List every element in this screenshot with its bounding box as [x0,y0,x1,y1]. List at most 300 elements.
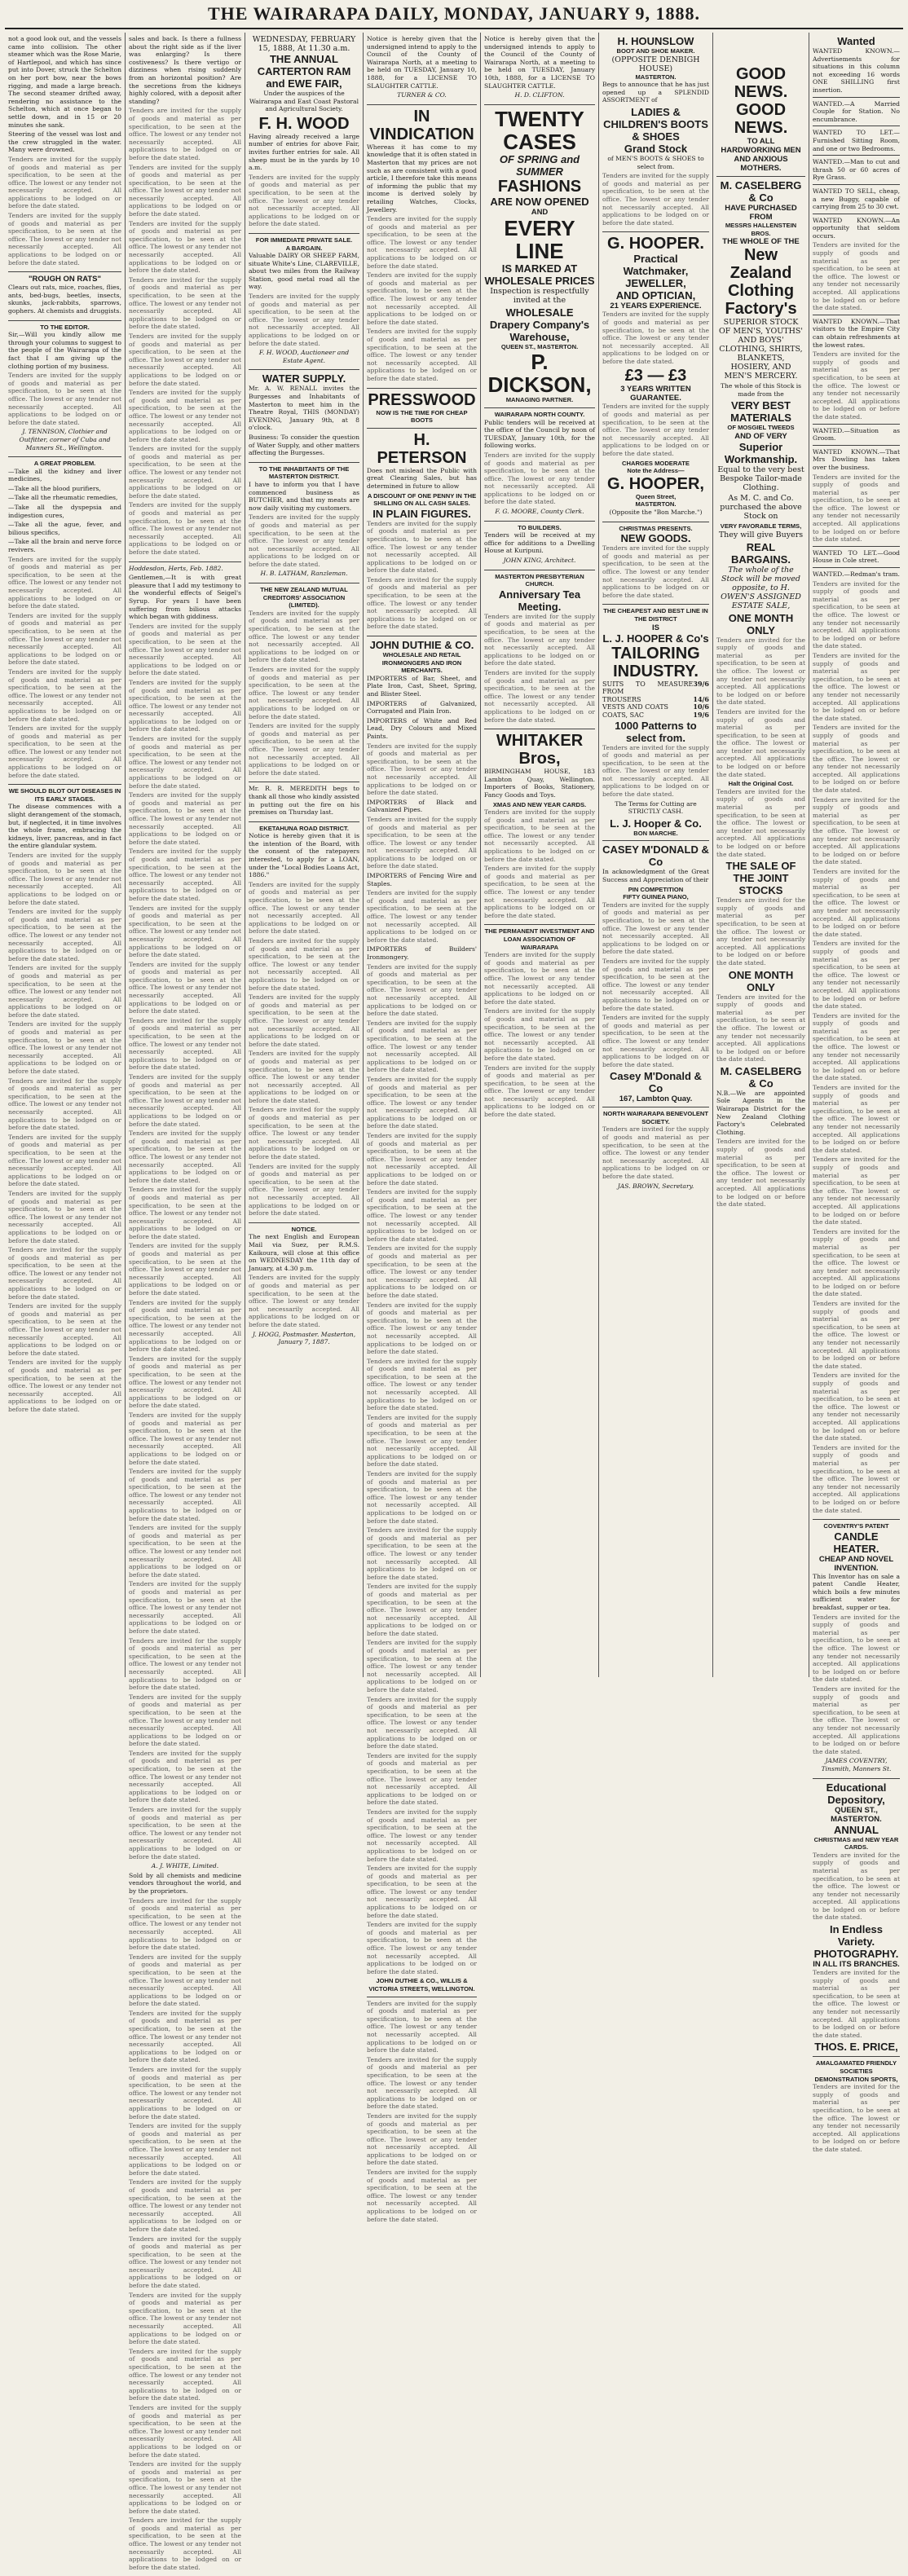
shop-name: L. J. Hooper & Co. [610,817,702,830]
ad-subheading: Under the auspices of the Wairarapa and East Coast Pastoral and Agricultural Society. [249,90,359,113]
filler-text: Tenders are invited for the supply of goods and material as per specification, to be seen at the office. The lowest or any tender not necessarily accepted. All applications to be lodged on or before the date stated. [8,964,121,1019]
ad-heading: NORTH WAIRARAPA BENEVOLENT SOCIETY. [602,1110,709,1125]
filler-text: Tenders are invited for the supply of goods and material as per specification, to be seen at the office. The lowest or any tender not necessarily accepted. All applications to be lodged on or before the date stated. [129,1580,241,1635]
filler-text: Tenders are invited for the supply of goods and material as per specification, to be seen at the office. The lowest or any tender not necessarily accepted. All applications to be lodged on or before the date stated. [249,609,359,664]
filler-text: Tenders are invited for the supply of goods and material as per specification, to be seen at the office. The lowest or any tender not necessarily accepted. All applications to be lodged on or before the date stated. [813,651,900,722]
ad-heading: A GREAT PROBLEM. [33,460,96,468]
classified-item: WANTED KNOWN.—That Mrs Dowling has taken over the business. [813,447,900,471]
filler-text: Tenders are invited for the supply of goods and material as per specification, to be seen at the office. The lowest or any tender not necessarily accepted. All applications to be lodged on or before the date stated. [129,2517,241,2571]
ad-heading: CASES [503,129,576,154]
filler-text: Tenders are invited for the supply of goods and material as per specification, to be seen at the office. The lowest or any tender not necessarily accepted. All applications to be lodged on or before the date stated. [813,1851,900,1922]
filler-text: Tenders are invited for the supply of goods and material as per specification, to be seen at the office. The lowest or any tender not necessarily accepted. All applications to be lodged on or before the date stated. [602,1014,709,1068]
list-item: —Take all the brain and nerve force revivers. [8,538,121,554]
shop-name: P. DICKSON, [487,350,592,398]
filler-text: Tenders are invited for the supply of goods and material as per specification, to be seen at the office. The lowest or any tender not necessarily accepted. All applications to be lodged on or before the date stated. [367,1921,477,1975]
filler-text: Tenders are invited for the supply of goods and material as per specification, to be seen at the office. The lowest or any tender not necessarily accepted. All applications to be lodged on or before the date stated. [129,501,241,556]
filler-text: Tenders are invited for the supply of goods and material as per specification, to be seen at the office. The lowest or any tender not necessarily accepted. All applications to be lodged on or before the date stated. [716,707,805,778]
filler-text: Tenders are invited for the supply of goods and material as per specification, to be seen at the office. The lowest or any tender not necessarily accepted. All applications to be lodged on or before the date stated. [129,1524,241,1579]
shop-name: Casey M'Donald & Co [610,1070,702,1095]
filler-text: Tenders are invited for the supply of goods and material as per specification, to be seen at the office. The lowest or any tender not necessarily accepted. All applications to be lodged on or before the date stated. [129,2403,241,2459]
filler-text: Tenders are invited for the supply of goods and material as per specification, to be seen at the office. The lowest or any tender not necessarily accepted. All applications to be lodged on or before the date stated. [813,1011,900,1082]
list-item: IMPORTERS of Fencing Wire and Staples. [367,872,477,887]
filler-text: Tenders are invited for the supply of goods and material as per specification, to be seen at the office. The lowest or any tender not necessarily accepted. All applications to be lodged on or before the date stated. [129,389,241,443]
ad-subheading: MESSRS HALLENSTEIN BROS. [725,222,797,237]
filler-text: Tenders are invited for the supply of goods and material as per specification, to be seen at the office. The lowest or any tender not necessarily accepted. All applications to be lodged on or before the date stated. [813,1969,900,2039]
ad-subheading: ARE NOW OPENED [490,195,589,208]
ad-heading: "ROUGH ON RATS" [28,275,102,284]
ad-body: Notice is hereby given that the undersigned intend to apply to the Council of the County of Wairarapa North, at a meeting to be held on TUESDAY, January 10, 1888, for a LICENSE TO SLAUGHTER CATTLE. [367,35,477,90]
filler-text: Tenders are invited for the supply of goods and material as per specification, to be seen at the office. The lowest or any tender not necessarily accepted. All applications to be lodged on or before the date stated. [367,1075,477,1130]
filler-text: Tenders are invited for the supply of goods and material as per specification, to be seen at the office. The lowest or any tender not necessarily accepted. All applications to be lodged on or before the date stated. [813,579,900,650]
ad-highlight: OF MOSGIEL TWEEDS [727,424,795,432]
ad-subheading: AND [531,207,549,217]
filler-text: Tenders are invited for the supply of goods and material as per specification, to be seen at the office. The lowest or any tender not necessarily accepted. All applications to be lodged on or before the date stated. [484,1063,595,1119]
filler-text: Tenders are invited for the supply of goods and material as per specification, to be seen at the office. The lowest or any tender not necessarily accepted. All applications to be lodged on or before the date stated. [249,722,359,777]
ad-address: 167, Lambton Quay. [619,1094,693,1104]
filler-text: Tenders are invited for the supply of goods and material as per specification, to be seen at the office. The lowest or any tender not necessarily accepted. All applications to be lodged on or before the date stated. [249,1274,359,1328]
filler-text: Tenders are invited for the supply of goods and material as per specification, to be seen at the office. The lowest or any tender not necessarily accepted. All applications to be lodged on or before the date stated. [813,1084,900,1154]
ad-footer: JOHN DUTHIE & CO., WILLIS & VICTORIA STREETS, WELLINGTON. [368,1977,475,1993]
filler-text: Tenders are invited for the supply of goods and material as per specification, to be seen at the office. The lowest or any tender not necessarily accepted. All applications to be lodged on or before the date stated. [129,2122,241,2177]
filler-text: Tenders are invited for the supply of goods and material as per specification, to be seen at the office. The lowest or any tender not necessarily accepted. All applications to be lodged on or before the date stated. [367,815,477,870]
filler-text: Tenders are invited for the supply of goods and material as per specification, to be seen at the office. The lowest or any tender not necessarily accepted. All applications to be lodged on or before the date stated. [367,1526,477,1581]
column-7 [713,33,809,1677]
classified-item: WANTED TO LET.—Furnished Sitting Room, and one or two Bedrooms. [813,129,900,152]
ad-body: N.B.—We are appointed Sole Agents in the Wairarapa District for the New Zealand Clothing Factory's Celebrated Clothing. [716,1089,805,1136]
classified-item: WANTED.—Redman's tram. [813,570,900,579]
filler-text: Tenders are invited for the supply of goods and material as per specification, to be seen at the office. The lowest or any tender not necessarily accepted. All applications to be lodged on or before the date stated. [249,937,359,992]
filler-text: Tenders are invited for the supply of goods and material as per specification, to be seen at the office. The lowest or any tender not necessarily accepted. All applications to be lodged on or before the date stated. [8,611,121,667]
list-item: IMPORTERS of Black and Galvanized Pipes. [367,798,477,814]
ad-subheading: IN ALL ITS BRANCHES. [813,1960,900,1970]
filler-text: Tenders are invited for the supply of goods and material as per specification, to be seen at the office. The lowest or any tender not necessarily accepted. All applications to be lodged on or before the date stated. [129,904,241,959]
filler-text: Tenders are invited for the supply of goods and material as per specification, to be seen at the office. The lowest or any tender not necessarily accepted. All applications to be lodged on or before the date stated. [367,1470,477,1525]
signature: H. B. LATHAM, Ranzleman. [260,570,348,578]
ad-body: Clears out rats, mice, roaches, flies, ants, bed-bugs, beetles, insects, skunks, jack-rabbits, sparrows, gophers. At chemists and druggists. [8,284,121,315]
price-value: 14/6 [693,694,709,703]
filler-text: Tenders are invited for the supply of goods and material as per specification, to be seen at the office. The lowest or any tender not necessarily accepted. All applications to be lodged on or before the date stated. [813,1156,900,1226]
filler-text: Tenders are invited for the supply of goods and material as per specification, to be seen at the office. The lowest or any tender not necessarily accepted. All applications to be lodged on or before the date stated. [367,215,477,270]
ad-body: The disease commences with a slight derangement of the stomach, but, if neglected, it in time involves the whole frame, embracing the kidneys, liver, pancreas, and in fact the entire glandular system. [8,803,121,850]
ad-heading: WATER SUPPLY. [262,372,346,385]
ad-subheading: A BARGAIN. [285,244,323,252]
list-item: IMPORTERS of White and Red Lead, Dry Colours and Mixed Paints. [367,716,477,740]
ad-heading: FASHIONS [497,177,582,196]
ad-body: Does not mislead the Public with great Clearing Sales, but has determined in future to allow [367,466,477,490]
filler-text: Tenders are invited for the supply of goods and material as per specification, to be seen at the office. The lowest or any tender not necessarily accepted. All applications to be lodged on or before the date stated. [367,962,477,1018]
ad-body: Tenders will be received at my office for additions to a Dwelling House at Kuripuni. [484,531,595,555]
shop-name: H. HOUNSLOW [617,35,694,47]
column-5 [481,33,599,1677]
filler-text: Tenders are invited for the supply of goods and material as per specification, to be seen at the office. The lowest or any tender not necessarily accepted. All applications to be lodged on or before the date stated. [129,1806,241,1860]
filler-text: Tenders are invited for the supply of goods and material as per specification, to be seen at the office. The lowest or any tender not necessarily accepted. All applications to be lodged on or before the date stated. [249,1050,359,1104]
classified-item: WANTED KNOWN.—An opportunity that seldom occurs. [813,216,900,240]
filler-text: Tenders are invited for the supply of goods and material as per specification, to be seen at the office. The lowest or any tender not necessarily accepted. All applications to be lodged on or before the date stated. [367,575,477,631]
filler-text: Tenders are invited for the supply of goods and material as per specification, to be seen at the office. The lowest or any tender not necessarily accepted. All applications to be lodged on or before the date stated. [129,1129,241,1184]
filler-text: Tenders are invited for the supply of goods and material as per specification, to be seen at the office. The lowest or any tender not necessarily accepted. All applications to be lodged on or before the date stated. [249,993,359,1048]
filler-text: Tenders are invited for the supply of goods and material as per specification, to be seen at the office. The lowest or any tender not necessarily accepted. All applications to be lodged on or before the date stated. [602,310,709,365]
ad-heading: MASTERTON PRESBYTERIAN CHURCH. [495,572,584,588]
ad-subheading: XMAS AND NEW YEAR CARDS. [492,800,587,808]
ad-highlight: ONE MONTH ONLY [728,611,794,636]
filler-text: Tenders are invited for the supply of goods and material as per specification, to be seen at the office. The lowest or any tender not necessarily accepted. All applications to be lodged on or before the date stated. [8,1133,121,1188]
filler-text: Tenders are invited for the supply of goods and material as per specification, to be seen at the office. The lowest or any tender not necessarily accepted. All applications to be lodged on or before the date stated. [249,1106,359,1161]
ad-subheading: AND OPTICIAN, [615,289,696,302]
ad-highlight: VERY FAVORABLE TERMS, [720,522,802,530]
filler-text: Tenders are invited for the supply of goods and material as per specification, to be seen at the office. The lowest or any tender not necessarily accepted. All applications to be lodged on or before the date stated. [249,513,359,568]
ad-address: MASTERTON. [635,500,677,509]
ad-subheading: MANAGING PARTNER. [505,396,574,404]
filler-text: Tenders are invited for the supply of goods and material as per specification, to be seen at the office. The lowest or any tender not necessarily accepted. All applications to be lodged on or before the date stated. [8,1020,121,1076]
filler-text: Tenders are invited for the supply of goods and material as per specification, to be seen at the office. The lowest or any tender not necessarily accepted. All applications to be lodged on or before the date stated. [8,155,121,210]
ad-heading: TAILORING [611,644,700,663]
ad-body: Mr. A. W. RENALL invites the Burgesses and Inhabitants of Masterton to meet him in the Theatre Royal, THIS (MONDAY) EVENING, January 9th, at 8 o'clock. [249,385,359,432]
ad-body: Mr. R. R. MEREDITH begs to thank all those who kindly assisted in putting out the fire on his premises on Thursday last. [249,785,359,817]
ad-heading: Drapery Company's Warehouse, [489,318,590,343]
ad-heading: New Zealand Clothing Factory's [725,246,797,319]
ad-highlight: Halt the Original Cost. [728,780,794,788]
signature: H. D. CLIFTON. [514,91,565,99]
price-row [602,680,709,696]
ad-subheading: 3 YEARS WRITTEN GUARANTEE. [620,385,691,403]
filler-text: Tenders are invited for the supply of goods and material as per specification, to be seen at the office. The lowest or any tender not necessarily accepted. All applications to be lodged on or before the date stated. [602,743,709,799]
auctioneer-name: F. H. WOOD [258,114,350,133]
filler-text: Tenders are invited for the supply of goods and material as per specification, to be seen at the office. The lowest or any tender not necessarily accepted. All applications to be lodged on or before the date stated. [129,2291,241,2346]
ad-subheading: Note the Address— [627,467,685,475]
filler-text: Tenders are invited for the supply of goods and material as per specification, to be seen at the office. The lowest or any tender not necessarily accepted. All applications to be lodged on or before the date stated. [8,1302,121,1357]
filler-text: Tenders are invited for the supply of goods and material as per specification, to be seen at the office. The lowest or any tender not necessarily accepted. All applications to be lodged on or before the date stated. [8,1189,121,1244]
shop-name: G. HOOPER, [607,474,704,493]
column-8 [809,33,903,2153]
ad-heading: TWENTY [495,106,584,131]
list-item: —Take all the blood purifiers, [8,484,101,492]
column-1 [5,33,126,1677]
classified-item: WANTED.—A Married Couple for Station. No encumbrance. [813,99,900,123]
signature: JAMES COVENTRY, Tinsmith, Manners St. [821,1757,892,1772]
shop-name: CASEY M'DONALD & Co [602,843,709,869]
filler-text: Tenders are invited for the supply of goods and material as per specification, to be seen at the office. The lowest or any tender not necessarily accepted. All applications to be lodged on or before the date stated. [367,742,477,797]
price-item: SUITS TO MEASURE FROM [602,680,694,696]
ad-heading: THE PERMANENT INVESTMENT AND LOAN ASSOCIATION OF WAIRARAPA [484,927,595,951]
filler-text: Tenders are invited for the supply of goods and material as per specification, to be seen at the office. The lowest or any tender not necessarily accepted. All applications to be lodged on or before the date stated. [484,951,595,1006]
shop-name: H. PETERSON [377,430,467,467]
ad-body: Having already received a large number of entries for above Fair, invites further entries for sale. All sheep must be in the yards by 10 a.m. [249,132,359,172]
signature: JAS. BROWN, Secretary. [617,1182,694,1190]
signature: F. G. MOORE, County Clerk. [495,508,584,516]
filler-text: Tenders are invited for the supply of goods and material as per specification, to be seen at the office. The lowest or any tender not necessarily accepted. All applications to be lodged on or before the date stated. [129,678,241,733]
filler-text: Tenders are invited for the supply of goods and material as per specification, to be seen at the office. The lowest or any tender not necessarily accepted. All applications to be lodged on or before the date stated. [813,1227,900,1298]
ad-highlight: REAL BARGAINS. [731,540,791,566]
column-4 [364,33,481,2223]
filler-text: Tenders are invited for the supply of goods and material as per specification, to be seen at the office. The lowest or any tender not necessarily accepted. All applications to be lodged on or before the date stated. [129,735,241,790]
filler-text: Tenders are invited for the supply of goods and material as per specification, to be seen at the office. The lowest or any tender not necessarily accepted. All applications to be lodged on or before the date stated. [129,275,241,331]
ad-subheading: Practical Watchmaker, [623,253,689,278]
filler-text: Tenders are invited for the supply of goods and material as per specification, to be seen at the office. The lowest or any tender not necessarily accepted. All applications to be lodged on or before the date stated. [129,1186,241,1240]
filler-text: Tenders are invited for the supply of goods and material as per specification, to be seen at the office. The lowest or any tender not necessarily accepted. All applications to be lodged on or before the date stated. [367,889,477,944]
ad-heading: WHOLESALE [505,306,574,319]
ad-date: WEDNESDAY, FEBRUARY 15, 1888, At 11.30 a.m. [252,35,356,53]
section-heading: Wanted [837,35,875,47]
ad-subheading: IS MARKED AT [501,262,578,275]
ad-body: I have to inform you that I have commenced business as BUTCHER, and that my meats are now daily visiting my customers. [249,480,359,512]
filler-text: Tenders are invited for the supply of goods and material as per specification, to be seen at the office. The lowest or any tender not necessarily accepted. All applications to be lodged on or before the date stated. [813,1443,900,1514]
ad-heading: Anniversary Tea Meeting. [498,588,581,613]
ad-heading: THE NEW ZEALAND MUTUAL CREDITORS' ASSOCIATION (LIMITED). [260,586,348,610]
ad-body: Whereas it has come to my knowledge that it is often stated in Masterton that my prices are not such as are consistent with a good article, I therefore take this means of informing the public that my income is derived solely by retailing Watches, Clocks, Jewellery. [367,143,477,214]
ad-body: SUPERIOR STOCK OF MEN'S, YOUTHS' AND BOYS' CLOTHING, SHIRTS, BLANKETS, HOSIERY, AND MEN'S MERCERY. [718,318,803,381]
ad-body: Sold by all chemists and medicine vendors throughout the world, and by the proprietors. [129,1871,241,1895]
filler-text: Tenders are invited for the supply of goods and material as per specification, to be seen at the office. The lowest or any tender not necessarily accepted. All applications to be lodged on or before the date stated. [367,2169,477,2223]
price-value: 19/6 [693,710,709,719]
ad-body: Valuable DAIRY OR SHEEP FARM, situate White's Line, CLAREVILLE, about two miles from the Railway Station, good metal road all the way. [249,252,359,291]
classified-item: WANTED TO SELL, cheap, a new Buggy, capable of carrying from 25 to 30 cwt. [813,187,900,211]
signature: F. H. WOOD, Auctioneer and Estate Agent. [258,349,350,364]
ad-address: QUEEN ST., MASTERTON. [831,1805,882,1824]
filler-text: Tenders are invited for the supply of goods and material as per specification, to be seen at the office. The lowest or any tender not necessarily accepted. All applications to be lodged on or before the date stated. [813,724,900,795]
filler-text: Tenders are invited for the supply of goods and material as per specification, to be seen at the office. The lowest or any tender not necessarily accepted. All applications to be lodged on or before the date stated. [367,1132,477,1187]
filler-text: Tenders are invited for the supply of goods and material as per specification, to be seen at the office. The lowest or any tender not necessarily accepted. All applications to be lodged on or before the date stated. [129,1693,241,1748]
classified-item: WANTED TO LET.—Good House in Cole street. [813,548,900,565]
filler-text: Tenders are invited for the supply of goods and material as per specification, to be seen at the office. The lowest or any tender not necessarily accepted. All applications to be lodged on or before the date stated. [367,1583,477,1637]
ad-body: The whole of this Stock is made from the [720,382,802,398]
ad-body: In acknowledgment of the Great Success and Appreciation of their [602,868,709,884]
filler-text: Tenders are invited for the supply of goods and material as per specification, to be seen at the office. The lowest or any tender not necessarily accepted. All applications to be lodged on or before the date stated. [129,2347,241,2402]
filler-text: Tenders are invited for the supply of goods and material as per specification, to be seen at the office. The lowest or any tender not necessarily accepted. All applications to be lodged on or before the date stated. [367,2055,477,2111]
masthead: THE WAIRARAPA DAILY, MONDAY, JANUARY 9, 1888. [5,0,903,29]
ad-address: (OPPOSITE DENBIGH HOUSE) [611,55,700,73]
letter-body: Gentlemen,—It is with great pleasure that I add my testimony to the wonderful effects of Seigel's Syrup. For years I have been suffering from bilious attacks which began with giddiness. [129,574,241,621]
list-item: IMPORTERS of Builders' Ironmongery. [367,945,477,961]
ad-body: of MEN'S BOOTS & SHOES to select from. [607,154,704,170]
price-row [602,711,709,720]
filler-text: Tenders are invited for the supply of goods and material as per specification, to be seen at the office. The lowest or any tender not necessarily accepted. All applications to be lodged on or before the date stated. [484,451,595,506]
shop-name: WHITAKER Bros, [496,732,584,768]
ad-subheading: NOW IS THE TIME FOR CHEAP BOOTS [376,408,468,425]
ad-subheading: OF SPRING and SUMMER [499,152,580,178]
filler-text: Tenders are invited for the supply of goods and material as per specification, to be seen at the office. The lowest or any tender not necessarily accepted. All applications to be lodged on or before the date stated. [129,332,241,387]
ad-subheading: JEWELLER, [625,277,686,290]
ad-heading: CHRISTMAS and NEW YEAR CARDS. [813,1835,899,1852]
filler-text: Tenders are invited for the supply of goods and material as per specification, to be seen at the office. The lowest or any tender not necessarily accepted. All applications to be lodged on or before the date stated. [129,1298,241,1354]
ad-heading: THE ANNUAL CARTERTON RAM and EWE FAIR, [257,53,351,90]
ad-heading: NOTICE. [291,1225,317,1233]
ad-heading: WHOLESALE PRICES [484,274,595,287]
filler-text: Tenders are invited for the supply of goods and material as per specification, to be seen at the office. The lowest or any tender not necessarily accepted. All applications to be lodged on or before the date stated. [129,1242,241,1297]
list-item: IMPORTERS of Bar, Sheet, and Plate Iron, Cast, Sheet, Spring, and Blister Steel. [367,674,477,698]
shop-name: G. HOOPER. [607,235,704,253]
filler-text: Tenders are invited for the supply of goods and material as per specification, to be seen at the office. The lowest or any tender not necessarily accepted. All applications to be lodged on or before the date stated. [129,1749,241,1804]
filler-text: Tenders are invited for the supply of goods and material as per specification, to be seen at the office. The lowest or any tender not necessarily accepted. All applications to be lodged on or before the date stated. [367,1244,477,1299]
ad-highlight: A DISCOUNT OF ONE PENNY IN THE SHILLING ON ALL CASH SALES. [367,491,477,508]
classified-item: WANTED.—Situation as Groom. [813,426,900,443]
price-item: VESTS AND COATS [602,703,669,711]
column-2 [126,33,245,2571]
ad-subheading: WHOLESALE AND RETAIL IRONMONGERS AND IRON MERCHANTS. [381,651,462,675]
filler-text: Tenders are invited for the supply of goods and material as per specification, to be seen at the office. The lowest or any tender not necessarily accepted. All applications to be lodged on or before the date stated. [602,544,709,599]
filler-text: Tenders are invited for the supply of goods and material as per specification, to be seen at the office. The lowest or any tender not necessarily accepted. All applications to be lodged on or before the date stated. [367,1695,477,1750]
ad-heading: WAIRARAPA NORTH COUNTY. [494,410,585,418]
ad-subheading: THE WHOLE OF THE [722,237,800,247]
ad-price: £3 — £3 [624,367,687,385]
filler-text: Tenders are invited for the supply of goods and material as per specification, to be seen at the office. The lowest or any tender not necessarily accepted. All applications to be lodged on or before the date stated. [716,896,805,967]
ad-body: Business: To consider the question of Water Supply, and other matters affecting the Burgesses. [249,433,359,457]
filler-text: Tenders are invited for the supply of goods and material as per specification, to be seen at the office. The lowest or any tender not necessarily accepted. All applications to be lodged on or before the date stated. [8,852,121,906]
signature: J. HOGG, Postmaster. Masterton, January 7, 1887. [252,1330,356,1346]
ad-subheading: THE CHEAPEST AND BEST LINE IN THE DISTRICT [603,607,708,623]
filler-text: Tenders are invited for the supply of goods and material as per specification, to be seen at the office. The lowest or any tender not necessarily accepted. All applications to be lodged on or before the date stated. [813,868,900,938]
column-6 [599,33,713,1677]
section-heading: TO THE EDITOR. [40,323,90,331]
filler-text: Tenders are invited for the supply of goods and material as per specification, to be seen at the office. The lowest or any tender not necessarily accepted. All applications to be lodged on or before the date stated. [8,724,121,779]
ad-highlight: 1000 Patterns to select from. [615,719,697,744]
ad-highlight: VERY BEST MATERIALS [730,399,791,425]
filler-text: Tenders are invited for the supply of goods and material as per specification, to be seen at the office. The lowest or any tender not necessarily accepted. All applications to be lodged on or before the date stated. [8,372,121,426]
ad-heading: CANDLE HEATER. [833,1530,879,1555]
ad-highlight: In Endless Variety. [829,1923,884,1949]
shop-name: PRESSWOOD [368,390,476,409]
filler-text: Tenders are invited for the supply of goods and material as per specification, to be seen at the office. The lowest or any tender not necessarily accepted. All applications to be lodged on or before the date stated. [716,636,805,707]
filler-text: Tenders are invited for the supply of goods and material as per specification, to be seen at the office. The lowest or any tender not necessarily accepted. All applications to be lodged on or before the date stated. [813,241,900,312]
filler-text: Tenders are invited for the supply of goods and material as per specification, to be seen at the office. The lowest or any tender not necessarily accepted. All applications to be lodged on or before the date stated. [484,808,595,863]
filler-text: Tenders are invited for the supply of goods and material as per specification, to be seen at the office. The lowest or any tender not necessarily accepted. All applications to be lodged on or before the date stated. [367,1188,477,1243]
ad-highlight: Grand Stock [624,142,688,155]
filler-text: Tenders are invited for the supply of goods and material as per specification, to be seen at the office. The lowest or any tender not necessarily accepted. All applications to be lodged on or before the date stated. [813,1685,900,1755]
ad-highlight: Superior Workmanship. [724,440,798,465]
ad-body: The next English and European Mail via Suez, per R.M.S. Kaikoura, will close at this office on WEDNESDAY the 11th day of January, at 4.30 p.m. [249,1233,359,1272]
filler-text: Tenders are invited for the supply of goods and material as per specification, to be seen at the office. The lowest or any tender not necessarily accepted. All applications to be lodged on or before the date stated. [129,622,241,677]
price-value: 10/6 [693,702,709,711]
ad-heading: PHOTOGRAPHY. [813,1948,899,1961]
filler-text: Tenders are invited for the supply of goods and material as per specification, to be seen at the office. The lowest or any tender not necessarily accepted. All applications to be lodged on or before the date stated. [813,1300,900,1370]
ad-heading: IN VINDICATION [369,107,474,143]
ad-highlight: PIN COMPETITION [628,885,684,893]
filler-text: Tenders are invited for the supply of goods and material as per specification, to be seen at the office. The lowest or any tender not necessarily accepted. All applications to be lodged on or before the date stated. [129,2178,241,2233]
filler-text: Tenders are invited for the supply of goods and material as per specification, to be seen at the office. The lowest or any tender not necessarily accepted. All applications to be lodged on or before the date stated. [129,1354,241,1410]
filler-text: Tenders are invited for the supply of goods and material as per specification, to be seen at the office. The lowest or any tender not necessarily accepted. All applications to be lodged on or before the date stated. [249,666,359,720]
filler-text: Tenders are invited for the supply of goods and material as per specification, to be seen at the office. The lowest or any tender not necessarily accepted. All applications to be lodged on or before the date stated. [602,957,709,1012]
filler-text: Tenders are invited for the supply of goods and material as per specification, to be seen at the office. The lowest or any tender not necessarily accepted. All applications to be lodged on or before the date stated. [249,1162,359,1218]
filler-text: Tenders are invited for the supply of goods and material as per specification, to be seen at the office. The lowest or any tender not necessarily accepted. All applications to be lodged on or before the date stated. [8,667,121,723]
list-item: —Take all the kidney and liver medicines, [8,467,121,483]
ad-heading: ANNUAL [834,1823,879,1836]
filler-text: Tenders are invited for the supply of goods and material as per specification, to be seen at the office. The lowest or any tender not necessarily accepted. All applications to be lodged on or before the date stated. [813,2083,900,2153]
ad-heading: WE SHOULD BLOT OUT DISEASES IN ITS EARLY STAGES. [8,787,121,803]
letter-date: Hoddesdon, Herts, Feb. 1882. [129,564,223,572]
shop-name: THOS. E. PRICE, [814,2041,898,2054]
filler-text: Tenders are invited for the supply of goods and material as per specification, to be seen at the office. The lowest or any tender not necessarily accepted. All applications to be lodged on or before the date stated. [602,900,709,956]
filler-text: Tenders are invited for the supply of goods and material as per specification, to be seen at the office. The lowest or any tender not necessarily accepted. All applications to be lodged on or before the date stated. [129,445,241,500]
classified-item: WANTED KNOWN.—That visitors to the Empire City can obtain refreshments at the lowest rates. [813,317,900,349]
ad-subheading: BOOT AND SHOE MAKER. [616,47,695,55]
ad-body: Equal to the very best Bespoke Tailor-made Clothing. [717,465,804,492]
filler-text: Tenders are invited for the supply of goods and material as per specification, to be seen at the office. The lowest or any tender not necessarily accepted. All applications to be lodged on or before the date stated. [716,1138,805,1209]
filler-text: Tenders are invited for the supply of goods and material as per specification, to be seen at the office. The lowest or any tender not necessarily accepted. All applications to be lodged on or before the date stated. [129,219,241,275]
ad-highlight: ONE MONTH ONLY [728,968,794,993]
filler-text: Tenders are invited for the supply of goods and material as per specification, to be seen at the office. The lowest or any tender not necessarily accepted. All applications to be lodged on or before the date stated. [367,1357,477,1412]
filler-text: Tenders are invited for the supply of goods and material as per specification, to be seen at the office. The lowest or any tender not necessarily accepted. All applications to be lodged on or before the date stated. [813,940,900,1011]
list-item: —Take all the rheumatic remedies, [8,494,118,502]
filler-text: Tenders are invited for the supply of goods and material as per specification, to be seen at the office. The lowest or any tender not necessarily accepted. All applications to be lodged on or before the date stated. [8,1358,121,1413]
signature: TURNER & CO. [397,91,447,99]
ad-heading: INDUSTRY. [613,662,699,680]
filler-text: Tenders are invited for the supply of goods and material as per specification, to be seen at the office. The lowest or any tender not necessarily accepted. All applications to be lodged on or before the date stated. [367,1413,477,1469]
filler-text: Tenders are invited for the supply of goods and material as per specification, to be seen at the office. The lowest or any tender not necessarily accepted. All applications to be lodged on or before the date stated. [129,1073,241,1128]
price-item: TROUSERS [602,695,641,703]
story-text: not a good look out, and the vessels came into collision. The other steamer which was the Rose Marie, of Hartlepool, and which has since put into Dover, struck the Schelton on her port bow, near the bows rigging, and made a large breach. The second steamer drifted away, rendering no assistance to the Schelton, which at once began to settle down, and in 15 or 20 minutes she sank. [8,35,121,129]
ad-body: The Terms for Cutting are STRICTLY CASH. [615,799,697,816]
ad-body: BIRMINGHAM HOUSE, 183 Lambton Quay, Wellington. Importers of Books, Stationery, Fancy Goods and Toys. [484,768,595,799]
ad-subheading: TO ALL HARDWORKING MEN AND ANXIOUS MOTHERS. [721,137,801,173]
filler-text: Tenders are invited for the supply of goods and material as per specification, to be seen at the office. The lowest or any tender not necessarily accepted. All applications to be lodged on or before the date stated. [716,787,805,858]
ad-body: This Inventor has on sale a patent Candle Heater, which boils a few minutes sufficient water for breakfast, supper or tea. [813,1572,900,1612]
filler-text: Tenders are invited for the supply of goods and material as per specification, to be seen at the office. The lowest or any tender not necessarily accepted. All applications to be lodged on or before the date stated. [484,668,595,724]
ad-heading: GOOD NEWS. [734,101,788,137]
ad-heading: EKETAHUNA ROAD DISTRICT. [259,824,349,832]
ad-heading: TO BUILDERS. [518,523,562,531]
ad-body: Public tenders will be received at the office of the Council by noon of TUESDAY, January 10th, for the following works. [484,418,595,450]
shop-name: M. CASELBERG & Co [720,1064,802,1090]
filler-text: Tenders are invited for the supply of goods and material as per specification, to be seen at the office. The lowest or any tender not necessarily accepted. All applications to be lodged on or before the date stated. [602,403,709,458]
column-3 [245,33,364,1677]
filler-text: Tenders are invited for the supply of goods and material as per specification, to be seen at the office. The lowest or any tender not necessarily accepted. All applications to be lodged on or before the date stated. [8,1077,121,1132]
filler-text: Tenders are invited for the supply of goods and material as per specification, to be seen at the office. The lowest or any tender not necessarily accepted. All applications to be lodged on or before the date stated. [813,795,900,866]
filler-text: Tenders are invited for the supply of goods and material as per specification, to be seen at the office. The lowest or any tender not necessarily accepted. All applications to be lodged on or before the date stated. [367,1751,477,1807]
shop-name: Educational Depository, [826,1781,887,1806]
filler-text: Tenders are invited for the supply of goods and material as per specification, to be seen at the office. The lowest or any tender not necessarily accepted. All applications to be lodged on or before the date stated. [8,212,121,266]
signature: A. J. WHITE, Limited. [151,1862,219,1870]
filler-text: Tenders are invited for the supply of goods and material as per specification, to be seen at the office. The lowest or any tender not necessarily accepted. All applications to be lodged on or before the date stated. [602,1125,709,1181]
list-item: —Take all the dyspepsia and indigestion cures, [8,504,121,519]
filler-text: Tenders are invited for the supply of goods and material as per specification, to be seen at the office. The lowest or any tender not necessarily accepted. All applications to be lodged on or before the date stated. [249,880,359,936]
filler-text: Tenders are invited for the supply of goods and material as per specification, to be seen at the office. The lowest or any tender not necessarily accepted. All applications to be lodged on or before the date stated. [129,107,241,161]
ad-body: The whole of the Stock will be moved opposite, to H. OWEN'S ASSIGNED ESTATE SALE, [721,565,801,610]
filler-text: Tenders are invited for the supply of goods and material as per specification, to be seen at the office. The lowest or any tender not necessarily accepted. All applications to be lodged on or before the date stated. [8,1246,121,1301]
filler-text: Tenders are invited for the supply of goods and material as per specification, to be seen at the office. The lowest or any tender not necessarily accepted. All applications to be lodged on or before the date stated. [129,1016,241,1072]
ad-subheading: BON MARCHE. [633,829,678,837]
price-value: 39/6 [693,679,709,688]
filler-text: Tenders are invited for the supply of goods and material as per specification, to be seen at the office. The lowest or any tender not necessarily accepted. All applications to be lodged on or before the date stated. [813,473,900,544]
ad-subheading: IS [652,623,659,632]
filler-text: Tenders are invited for the supply of goods and material as per specification, to be seen at the office. The lowest or any tender not necessarily accepted. All applications to be lodged on or before the date stated. [367,1301,477,1356]
filler-text: Tenders are invited for the supply of goods and material as per specification, to be seen at the office. The lowest or any tender not necessarily accepted. All applications to be lodged on or before the date stated. [129,791,241,846]
ad-heading: EVERY LINE [504,215,575,263]
ad-body: They will give Buyers [718,530,804,539]
filler-text: Tenders are invited for the supply of goods and material as per specification, to be seen at the office. The lowest or any tender not necessarily accepted. All applications to be lodged on or before the date stated. [129,2460,241,2515]
filler-text: Tenders are invited for the supply of goods and material as per specification, to be seen at the office. The lowest or any tender not necessarily accepted. All applications to be lodged on or before the date stated. [129,960,241,1015]
ad-body: Notice is hereby given that it is the intention of the Board, with the consent of the ratepayers interested, to apply for a LOAN, under the "Local Bodies Loans Act, 1886." [249,832,359,879]
ad-heading: AMALGAMATED FRIENDLY SOCIETIES DEMONSTRATION SPORTS, [814,2059,898,2083]
ad-address: QUEEN ST., MASTERTON. [500,342,579,350]
filler-text: Tenders are invited for the supply of goods and material as per specification, to be seen at the office. The lowest or any tender not necessarily accepted. All applications to be lodged on or before the date stated. [484,865,595,919]
list-item: IMPORTERS of Galvanized, Corrugated and Plain Iron. [367,699,477,716]
filler-text: Tenders are invited for the supply of goods and material as per specification, to be seen at the office. The lowest or any tender not necessarily accepted. All applications to be lodged on or before the date stated. [249,173,359,228]
filler-text: Tenders are invited for the supply of goods and material as per specification, to be seen at the office. The lowest or any tender not necessarily accepted. All applications to be lodged on or before the date stated. [249,293,359,347]
filler-text: Tenders are invited for the supply of goods and material as per specification, to be seen at the office. The lowest or any tender not necessarily accepted. All applications to be lodged on or before the date stated. [367,1639,477,1694]
filler-text: Tenders are invited for the supply of goods and material as per specification, to be seen at the office. The lowest or any tender not necessarily accepted. All applications to be lodged on or before the date stated. [129,1411,241,1466]
filler-text: Tenders are invited for the supply of goods and material as per specification, to be seen at the office. The lowest or any tender not necessarily accepted. All applications to be lodged on or before the date stated. [129,1468,241,1522]
filler-text: Tenders are invited for the supply of goods and material as per specification, to be seen at the office. The lowest or any tender not necessarily accepted. All applications to be lodged on or before the date stated. [716,993,805,1063]
list-item: —Take all the ague, fever, and bilious specifics, [8,521,121,536]
filler-text: Tenders are invited for the supply of goods and material as per specification, to be seen at the office. The lowest or any tender not necessarily accepted. All applications to be lodged on or before the date stated. [813,1372,900,1442]
filler-text: Tenders are invited for the supply of goods and material as per specification, to be seen at the office. The lowest or any tender not necessarily accepted. All applications to be lodged on or before the date stated. [129,2009,241,2064]
ad-subheading: 21 YEARS EXPERIENCE. [610,302,702,311]
filler-text: Tenders are invited for the supply of goods and material as per specification, to be seen at the office. The lowest or any tender not necessarily accepted. All applications to be lodged on or before the date stated. [129,1953,241,2008]
filler-text: Tenders are invited for the supply of goods and material as per specification, to be seen at the office. The lowest or any tender not necessarily accepted. All applications to be lodged on or before the date stated. [602,172,709,227]
ad-heading: CHRISTMAS PRESENTS. [619,524,693,532]
ad-heading: TO THE INHABITANTS OF THE MASTERTON DISTRICT. [258,465,350,481]
filler-text: Tenders are invited for the supply of goods and material as per specification, to be seen at the office. The lowest or any tender not necessarily accepted. All applications to be lodged on or before the date stated. [129,1636,241,1692]
ad-address: MASTERTON. [635,73,677,81]
